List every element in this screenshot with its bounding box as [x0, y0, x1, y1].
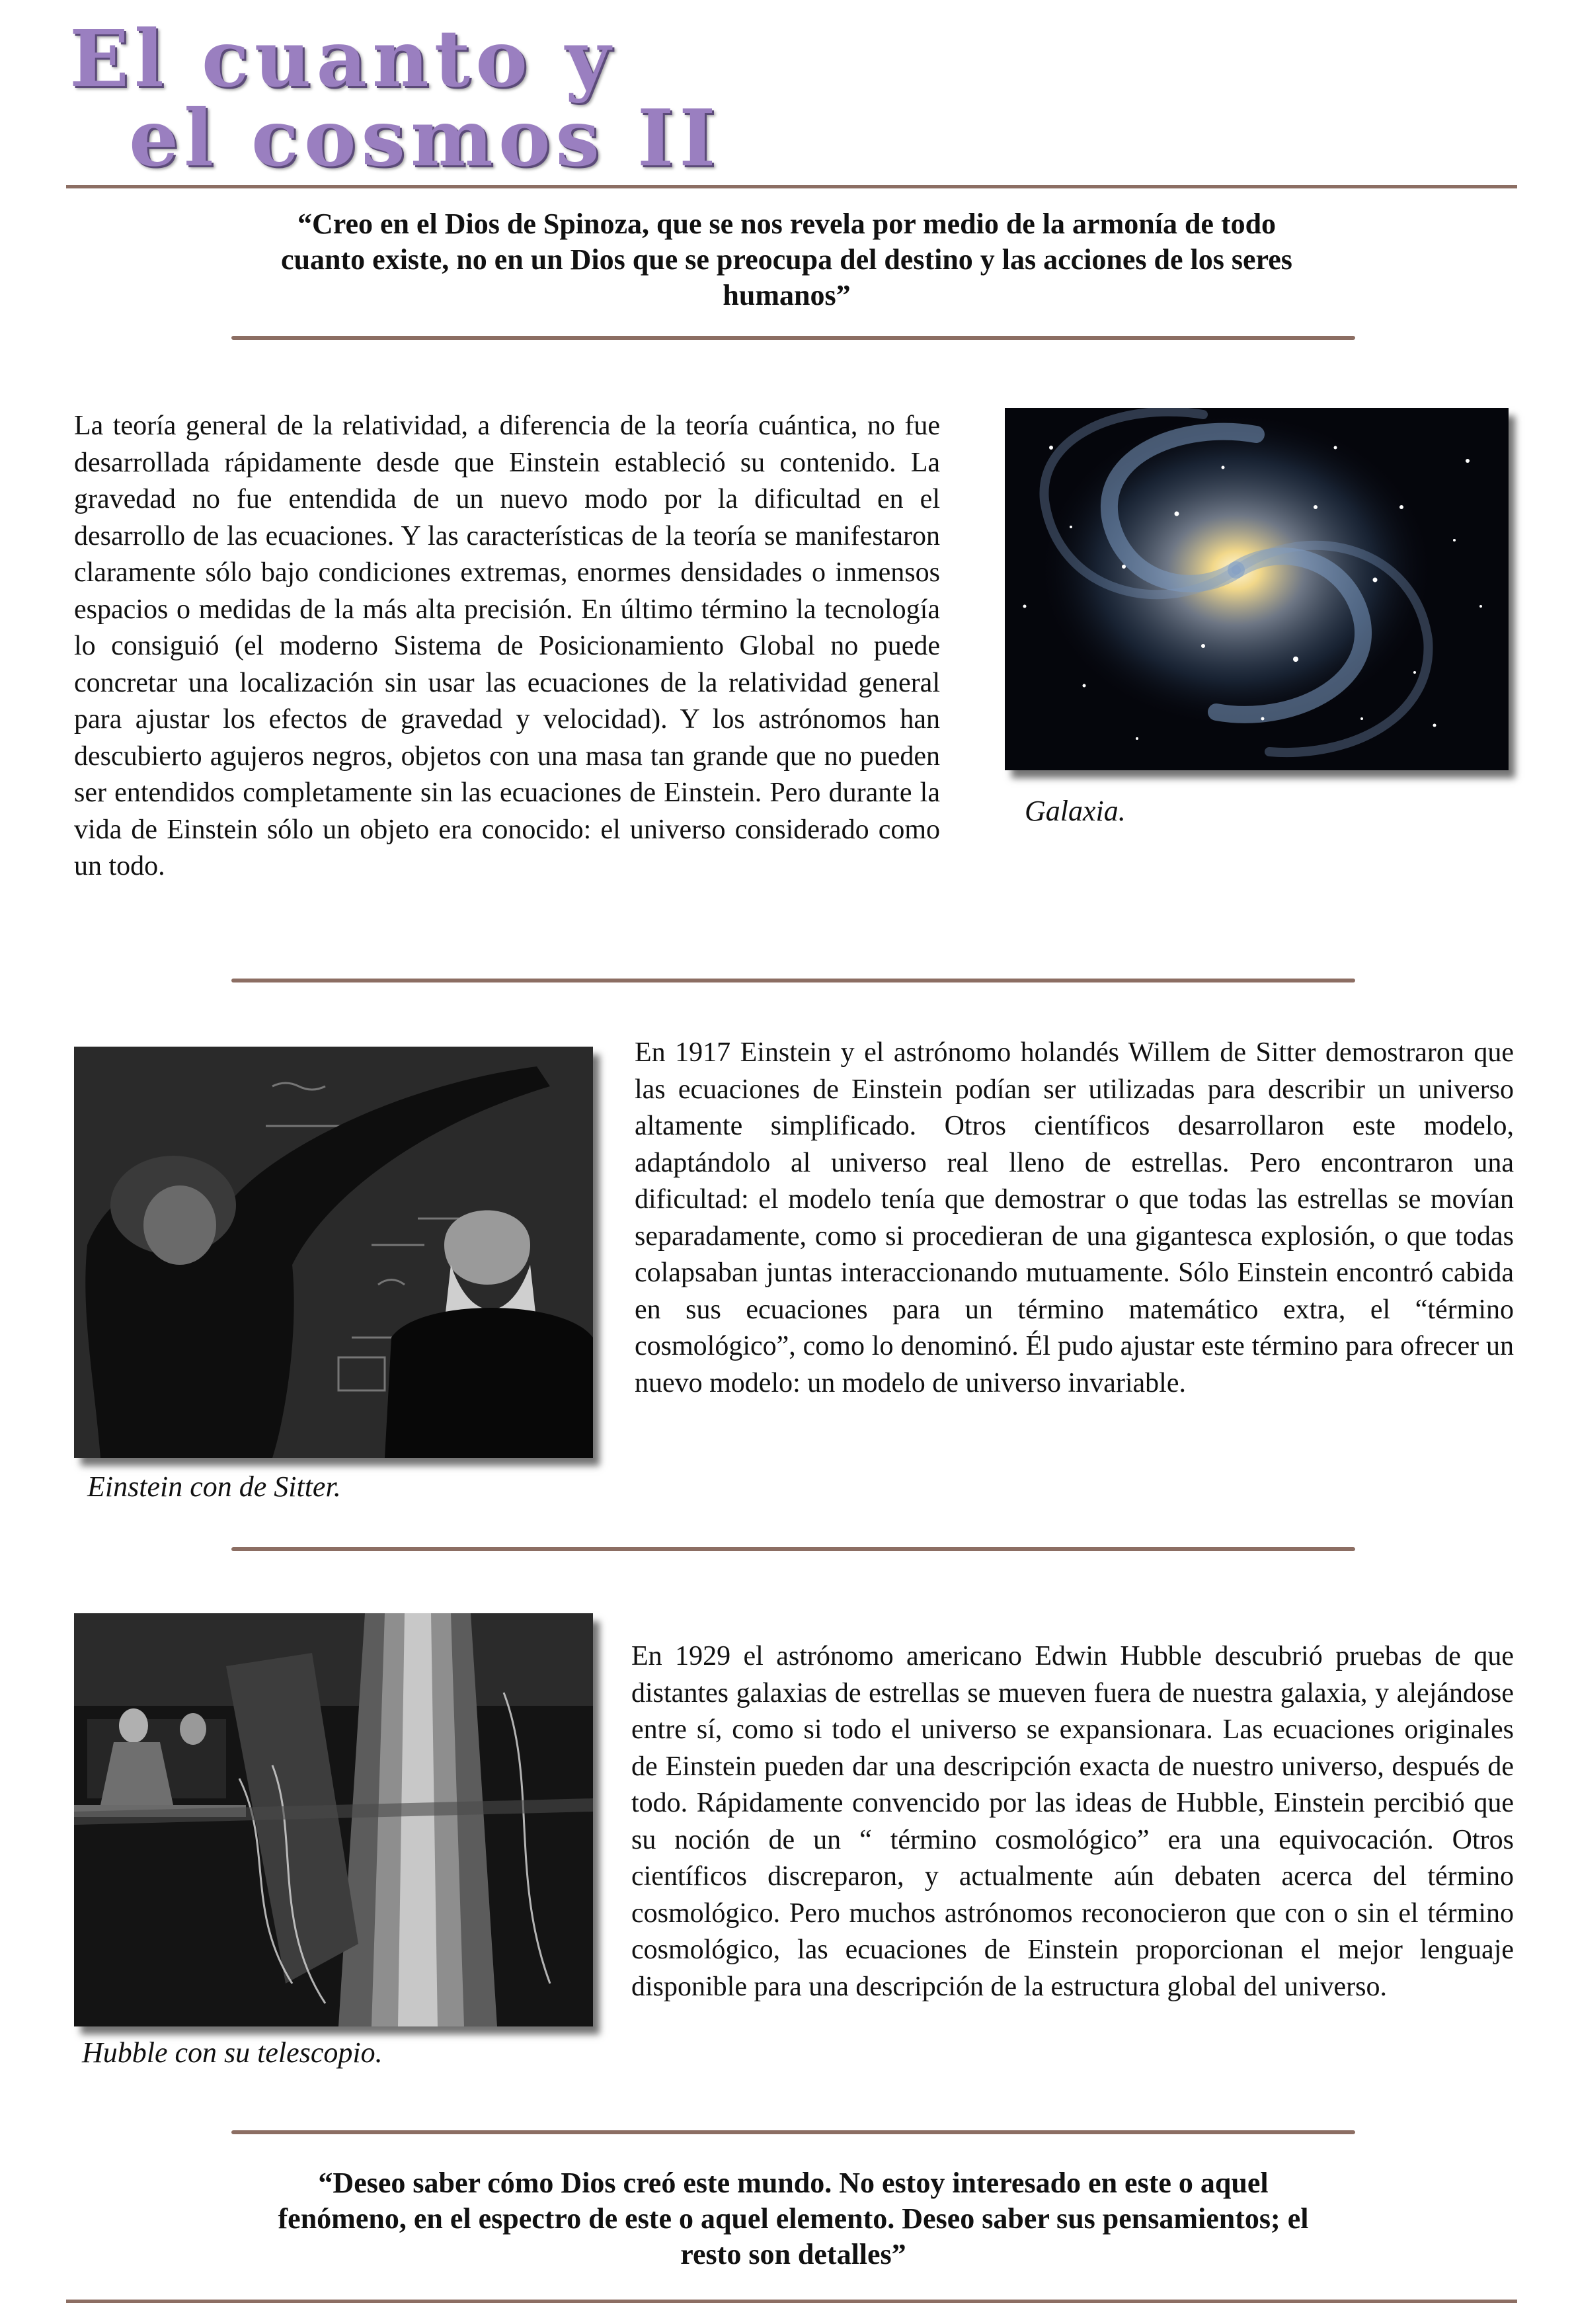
divider-2	[231, 979, 1355, 982]
quote-top: “Creo en el Dios de Spinoza, que se nos revela por medio de la armonía de todo cuanto existe, no en un Dios que se preocupa del destino y las acciones de los seres humanos”	[281, 208, 1292, 311]
divider-3	[231, 1547, 1355, 1551]
galaxy-photo	[1005, 408, 1509, 770]
divider-1	[231, 336, 1355, 340]
einstein-caption: Einstein con de Sitter.	[87, 1470, 341, 1503]
footer-divider	[66, 2300, 1517, 2303]
hubble-caption: Hubble con su telescopio.	[82, 2036, 383, 2069]
hubble-photo	[74, 1613, 593, 2026]
galaxy-caption: Galaxia.	[1025, 795, 1126, 827]
hubble-telescope-image	[74, 1613, 593, 2026]
header-divider	[66, 185, 1517, 188]
divider-4	[231, 2130, 1355, 2134]
einstein-de-sitter-image	[74, 1047, 593, 1458]
quote-bottom: “Deseo saber cómo Dios creó este mundo. No estoy interesado en este o aquel fenómeno, en el espectro de este o aquel elemento. Deseo saber sus pensamientos; el resto son detalles”	[278, 2167, 1309, 2270]
einstein-de-sitter-photo	[74, 1047, 593, 1458]
page-title-line-1: El cuanto y	[69, 13, 616, 104]
section-1-text: La teoría general de la relatividad, a diferencia de la teoría cuántica, no fue desarrollada rápidamente desde que Einstein estableció su contenido. La gravedad no fue entendida de un nuevo modo por la dificultad en el desarrollo de las ecuaciones. Y las características de la teoría se manifestaron claramente sólo bajo condiciones extremas, enormes densidades o inmensos espacios o medidas de la más alta precisión. En último término la tecnología lo consiguió (el moderno Sistema de Posicionamiento Global no puede concretar una localización sin usar las ecuaciones de la relatividad general para ajustar los efectos de gravedad y velocidad). Y los astrónomos han descubierto agujeros negros, objetos con una masa tan grande que no pueden ser entendidos completamente sin las ecuaciones de Einstein. Pero durante la vida de Einstein sólo un objeto era conocido: el universo considerado como un todo.	[74, 411, 940, 881]
galaxy-image	[1005, 408, 1509, 770]
page-title-line-2: el cosmos II	[129, 92, 721, 184]
section-3-text: En 1929 el astrónomo americano Edwin Hubble descubrió pruebas de que distantes galaxias de estrellas se mueven fuera de nuestra galaxia, y alejándose entre sí, como si todo el universo se expansionara. Las ecuaciones originales de Einstein pueden dar una descripción exacta de nuestro universo, después de todo. Rápidamente convencido por las ideas de Hubble, Einstein percibió que su noción de un “ término cosmológico” era una equivocación. Otros científicos discreparon, y actualmente aún debaten acerca del término cosmológico. Pero muchos astrónomos reconocieron que con o sin el término cosmológico, las ecuaciones de Einstein proporcionan el mejor lenguaje disponible para una descripción de la estructura global del universo.	[631, 1641, 1514, 2002]
section-2-text: En 1917 Einstein y el astrónomo holandés Willem de Sitter demostraron que las ecuaciones de Einstein podían ser utilizadas para describir un universo altamente simplificado. Otros científicos desarrollaron este modelo, adaptándolo al universo real lleno de estrellas. Pero encontraron una dificultad: el modelo tenía que demostrar o que todas las estrellas se movían separadamente, como si procedieran de una gigantesca explosión, o que todas colapsaban juntas interaccionando mutuamente. Sólo Einstein encontró cabida en sus ecuaciones para un término matemático extra, el “término cosmológico”, como lo denominó. Él pudo ajustar este término para ofrecer un nuevo modelo: un modelo de universo invariable.	[635, 1037, 1514, 1398]
